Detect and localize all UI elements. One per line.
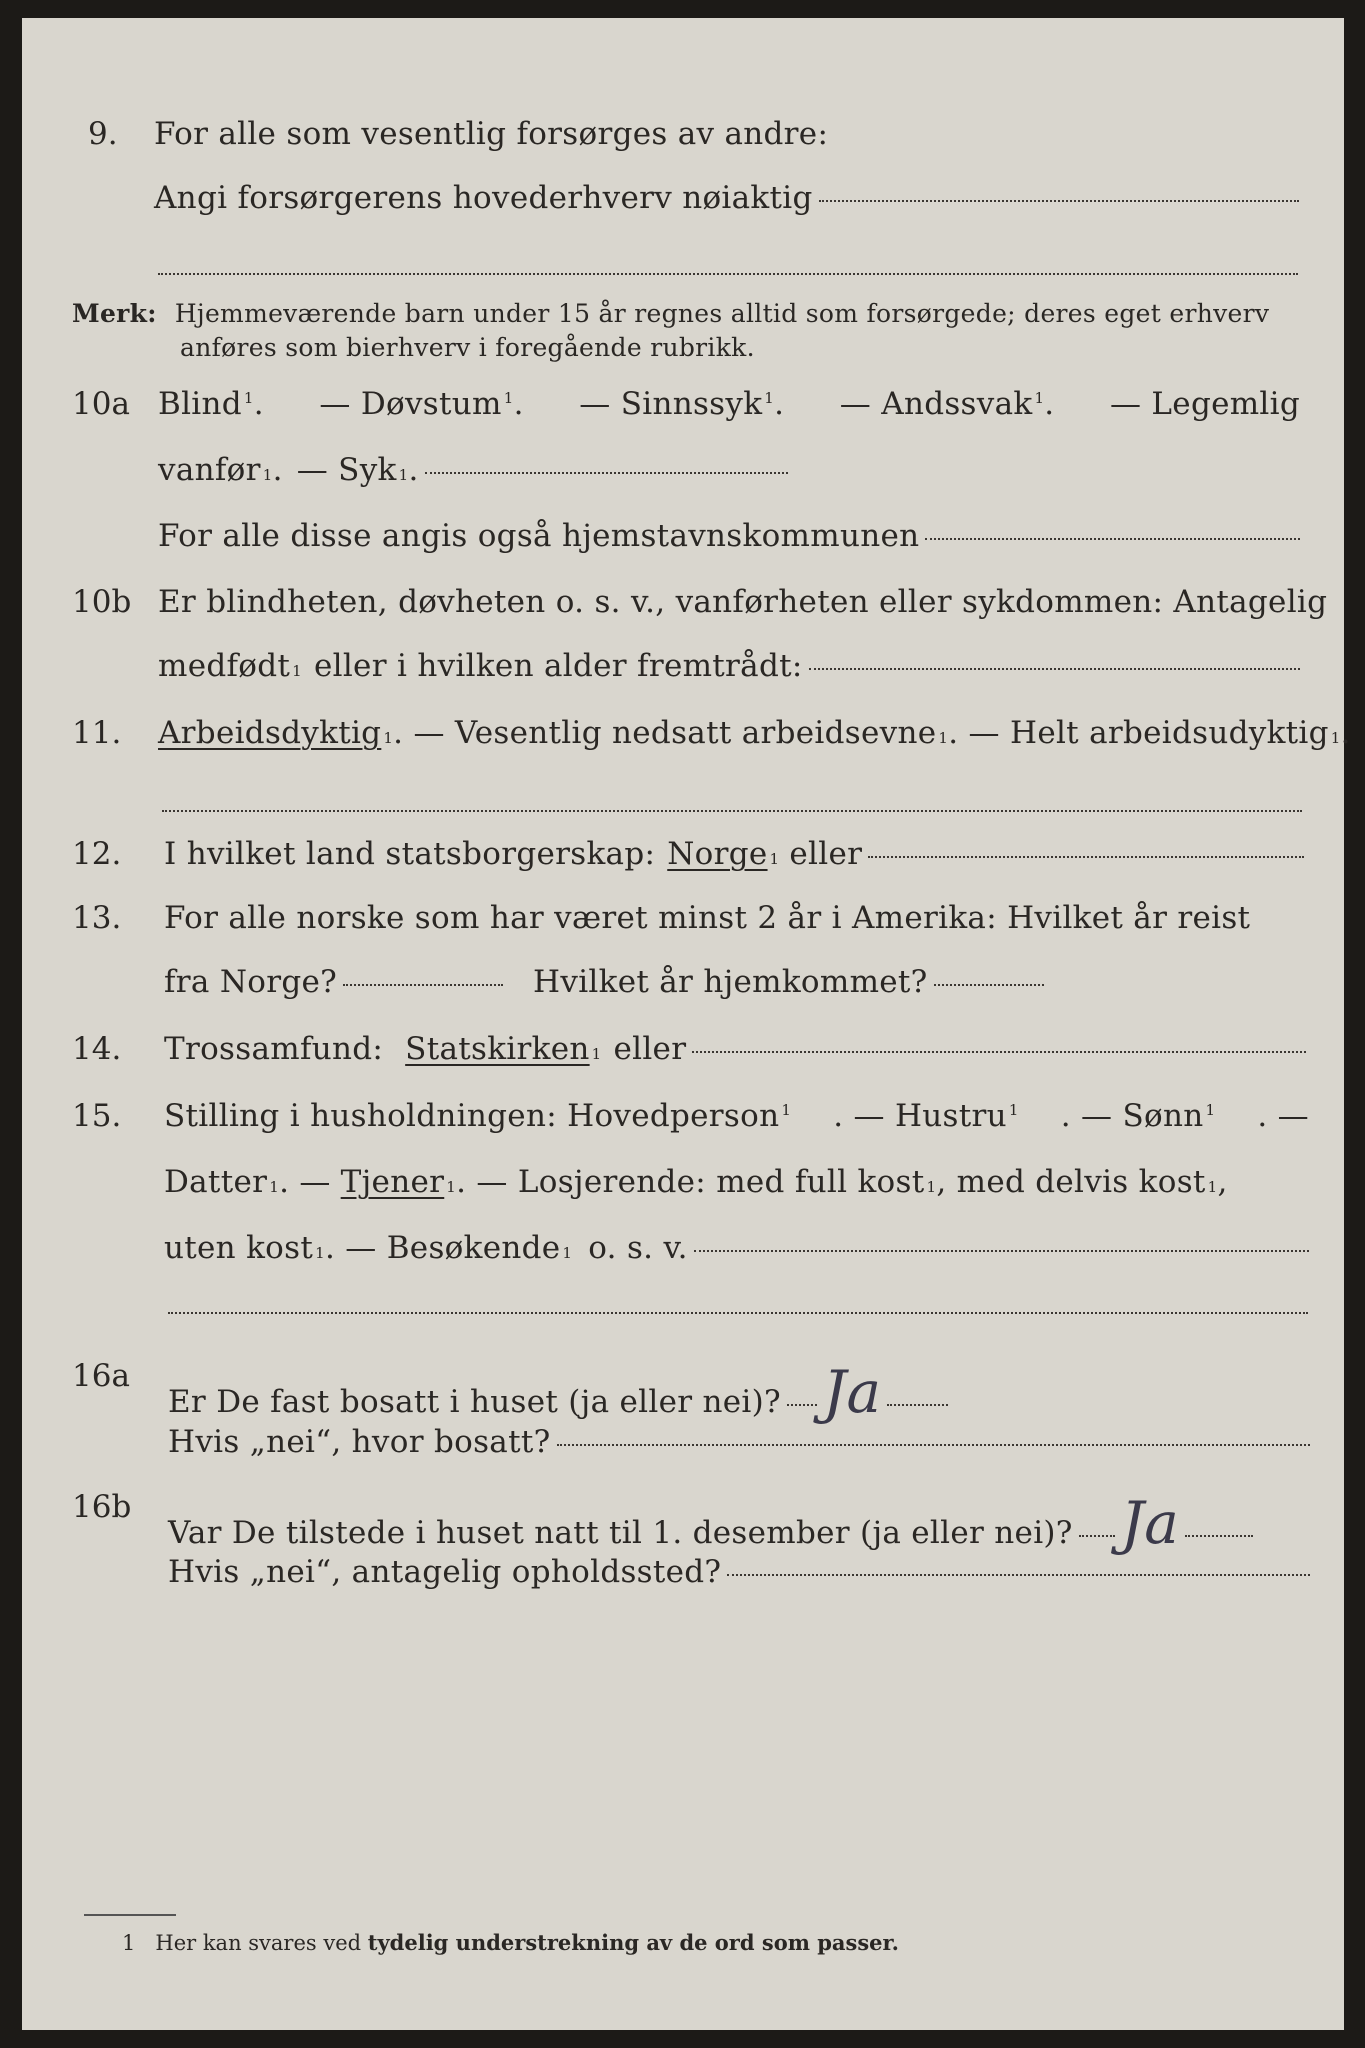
q12-answer-line (868, 856, 1304, 858)
q16b-handwritten-answer: Ja (1120, 1489, 1180, 1557)
q11-number: 11. (72, 715, 122, 751)
q9-number: 9. (88, 116, 118, 152)
q15-line3: uten kost 1 . — Besøkende 1 o. s. v. (164, 1230, 1309, 1266)
q11-extra-line (162, 810, 1302, 812)
footnote-rule (84, 1914, 176, 1916)
q12-number: 12. (72, 836, 122, 872)
q10b-answer-line (809, 668, 1300, 670)
q9-line2: Angi forsørgerens hovederhverv nøiaktig (154, 180, 1299, 216)
q10b-number: 10b (72, 584, 132, 620)
q11-arbeidsdyktig-underlined: Arbeidsdyktig (158, 715, 382, 751)
q15-line2: Datter 1 . — Tjener 1 . — Losjerende: med full kost 1 , med delvis kost 1 , (164, 1164, 1228, 1200)
q16b-line1: Var De tilstede i huset natt til 1. desember (ja eller nei)? Ja (168, 1489, 1253, 1557)
q11-line1: Arbeidsdyktig 1 . — Vesentlig nedsatt arbeidsevne 1 . — Helt arbeidsudyktig 1 . (158, 715, 1351, 751)
footnote: 1 Her kan svares ved tydelig understrekning av de ord som passer. (122, 1930, 899, 1955)
q15-tjener-underlined: Tjener (340, 1164, 445, 1200)
q16a-line1: Er De fast bosatt i huset (ja eller nei)? Ja (168, 1358, 948, 1426)
q10a-line2: vanfør 1 . — Syk 1 . (158, 452, 788, 488)
q16b-opholdssted-line (727, 1574, 1310, 1576)
census-form-page (22, 18, 1351, 2030)
q16b-number: 16b (72, 1489, 132, 1525)
q9-extra-line (158, 273, 1298, 275)
q10a-syk-line (425, 472, 788, 474)
q16a-line2: Hvis „nei“, hvor bosatt? (168, 1424, 1310, 1460)
q15-line1: Stilling i husholdningen: Hovedperson $^1$ . — Hustru $^1$ . — Sønn $^1$ . — (164, 1098, 1309, 1134)
q16a-bosatt-line (557, 1444, 1310, 1446)
merk-note: Merk: Hjemmeværende barn under 15 år regnes alltid som forsørgede; deres eget erhverv (72, 299, 1270, 328)
q9-answer-line (819, 200, 1299, 202)
q13-hjemkommet-line (934, 984, 1044, 986)
q16b-answer-line (1185, 1535, 1253, 1537)
q10a-line1: Blind $^1$. — Døvstum $^1$. — Sinnssyk $^1$. — Andssvak $^1$. — Legemlig (158, 386, 1300, 422)
q15-answer-line (694, 1250, 1309, 1252)
q15-extra-line (168, 1312, 1308, 1314)
q10a-number: 10a (72, 386, 130, 422)
q10b-line1: Er blindheten, døvheten o. s. v., vanførheten eller sykdommen: Antagelig (158, 584, 1328, 620)
q13-number: 13. (72, 900, 122, 936)
q16a-answer-line (887, 1404, 948, 1406)
q9-line1: For alle som vesentlig forsørges av andre: (154, 116, 829, 152)
q10a-hjemstavn-line (925, 538, 1300, 540)
q14-number: 14. (72, 1031, 122, 1067)
q15-number: 15. (72, 1098, 122, 1134)
q16a-handwritten-answer: Ja (822, 1358, 882, 1426)
merk-note-line2: anføres som bierhverv i foregående rubrikk. (180, 333, 755, 362)
q12-line: I hvilket land statsborgerskap: Norge 1 eller (164, 836, 1304, 872)
q14-line: Trossamfund: Statskirken 1 eller (164, 1031, 1306, 1067)
q13-reist-line (343, 984, 503, 986)
q16b-line2: Hvis „nei“, antagelig opholdssted? (168, 1554, 1310, 1590)
q10a-line3: For alle disse angis også hjemstavnskommunen (158, 518, 1300, 554)
q14-statskirken-underlined: Statskirken (405, 1031, 590, 1067)
q14-answer-line (692, 1051, 1306, 1053)
q10b-line2: medfødt 1 eller i hvilken alder fremtrådt: (158, 648, 1300, 684)
q12-norge-underlined: Norge (667, 836, 768, 872)
q13-line2: fra Norge? Hvilket år hjemkommet? (164, 964, 1044, 1000)
q13-line1: For alle norske som har været minst 2 år i Amerika: Hvilket år reist (164, 900, 1251, 936)
q16a-number: 16a (72, 1358, 130, 1394)
